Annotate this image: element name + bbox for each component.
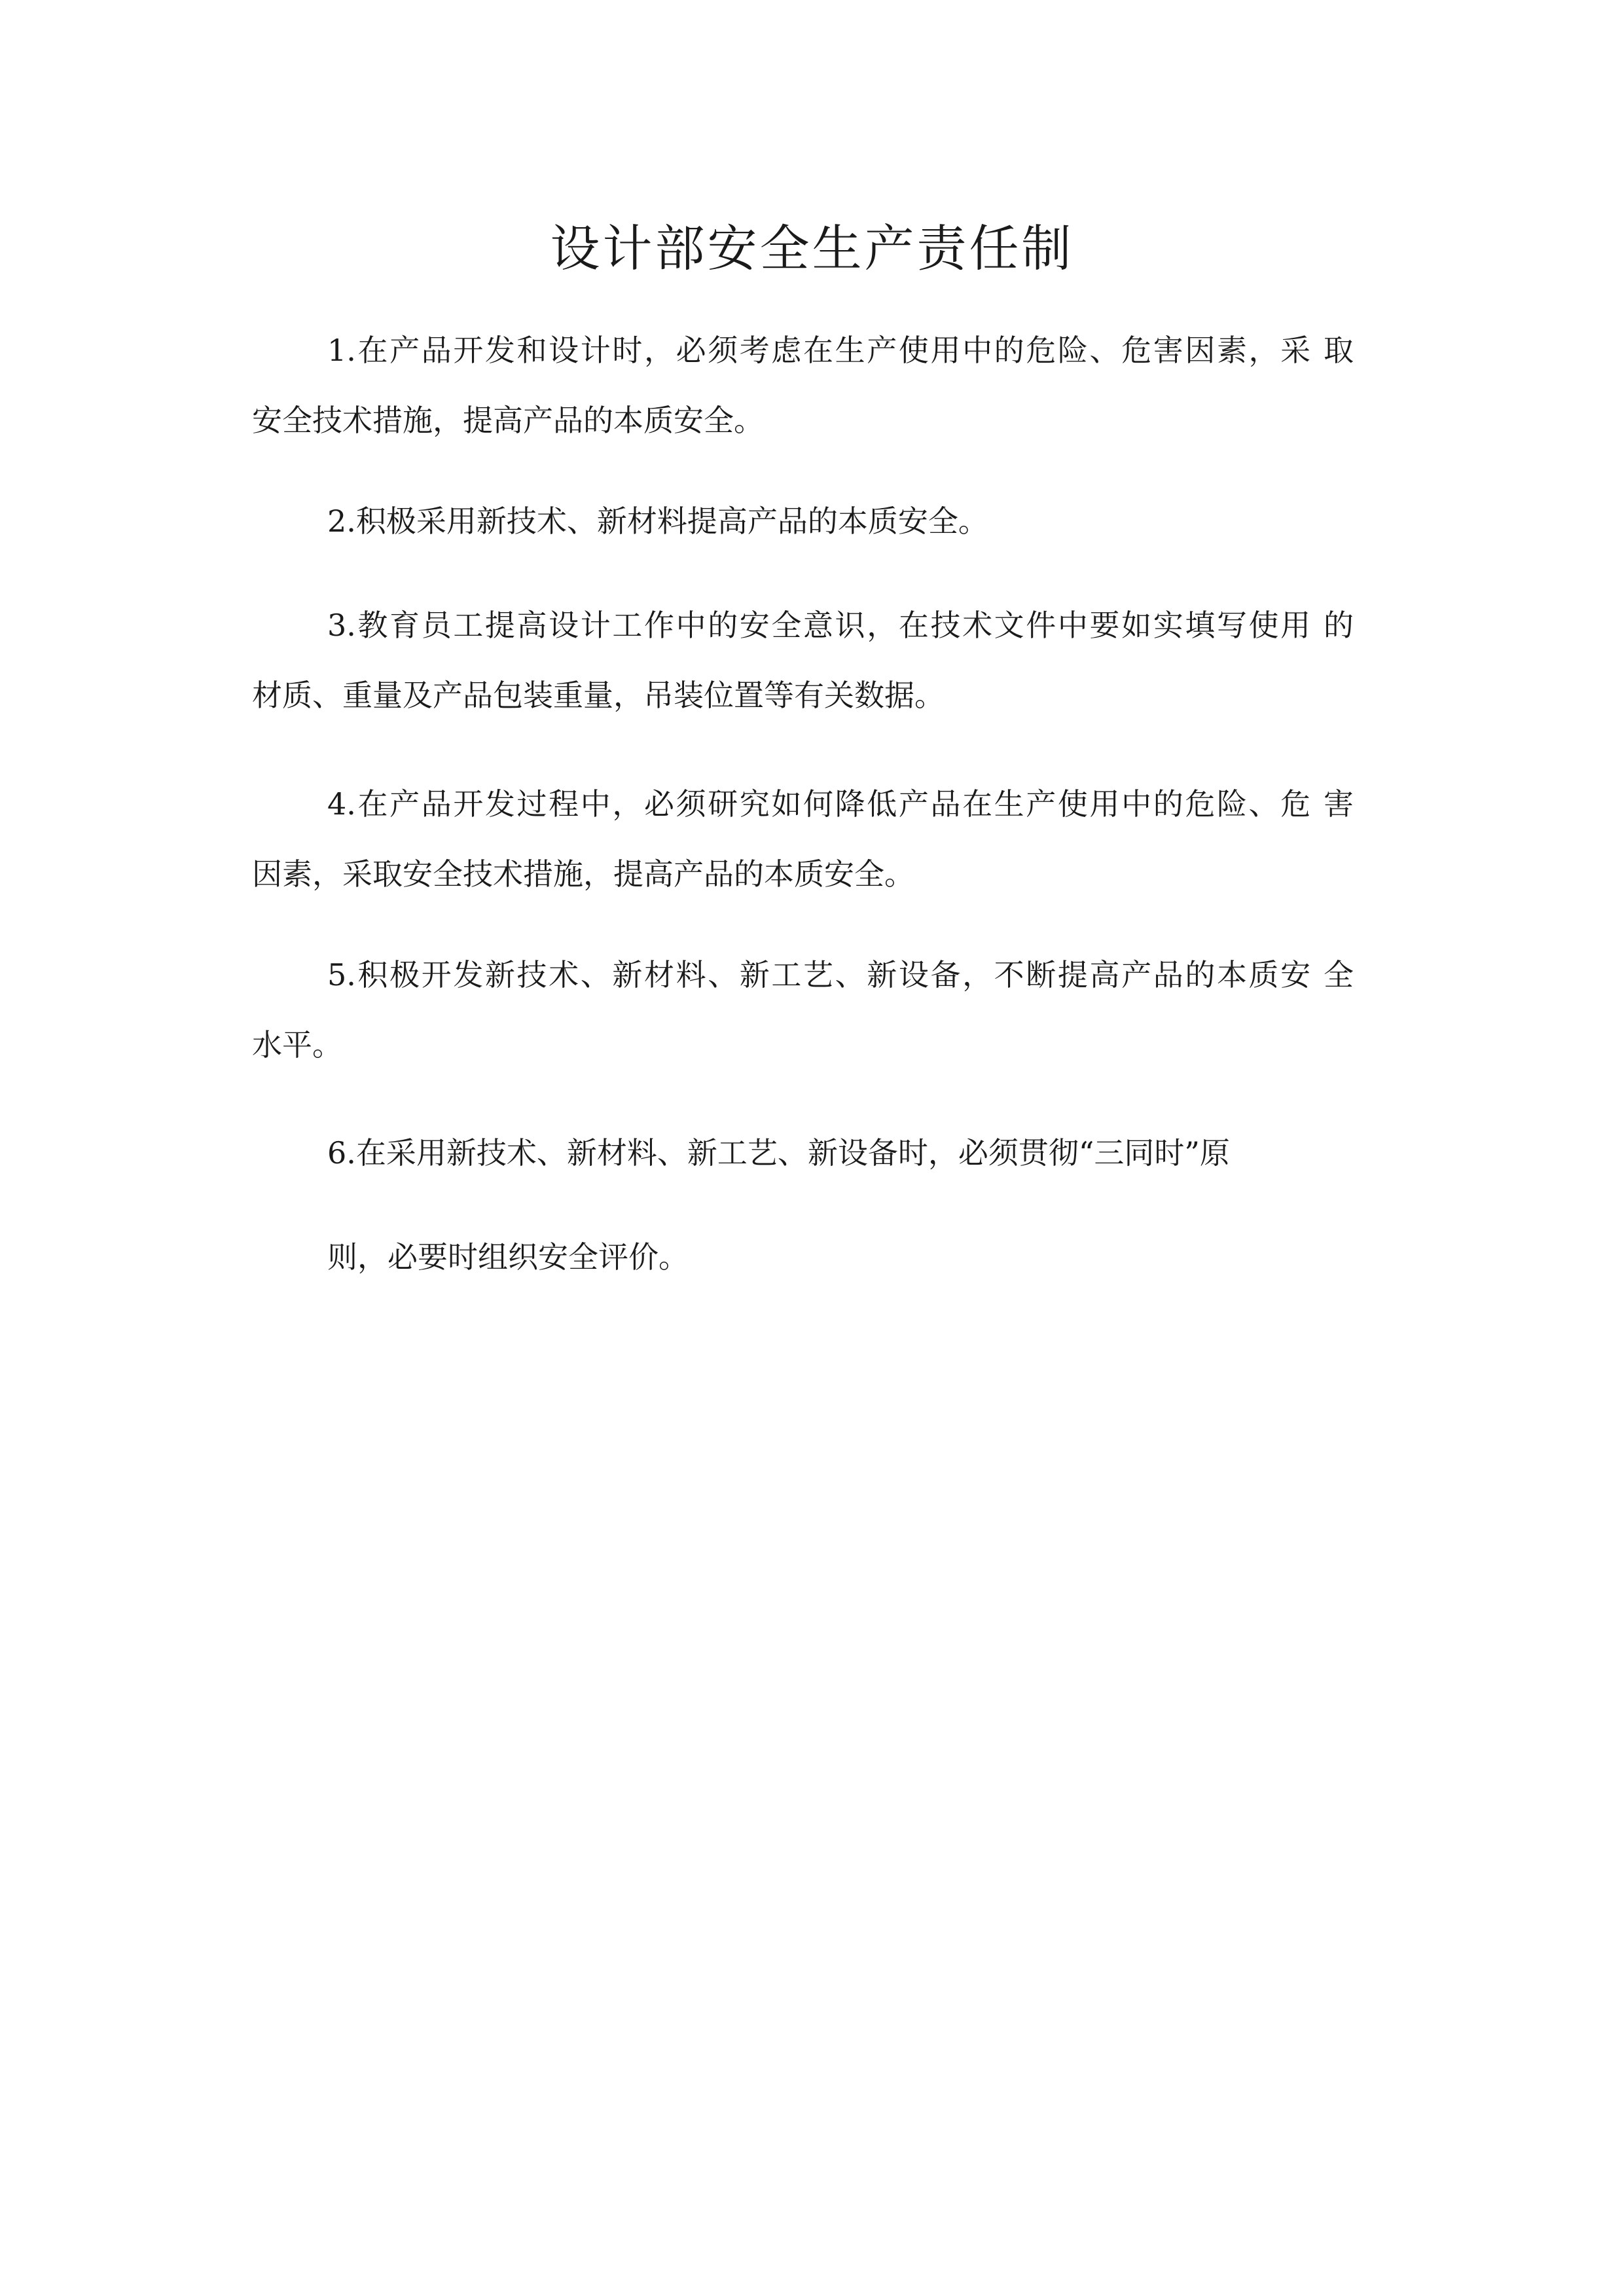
paragraph-6-line-1: 6.在采用新技术、新材料、新工艺、新设备时，必须贯彻“三同时”原 bbox=[327, 1135, 1230, 1171]
paragraph-5-line-2: 水平。 bbox=[252, 1027, 342, 1063]
document-title: 设计部安全生产责任制 bbox=[550, 219, 1074, 278]
paragraph-3-line-1: 3.教育员工提高设计工作中的安全意识，在技术文件中要如实填写使用 的 bbox=[327, 608, 1354, 643]
paragraph-4-line-1: 4.在产品开发过程中，必须研究如何降低产品在生产使用中的危险、危 害 bbox=[327, 786, 1354, 822]
paragraph-3-line-2: 材质、重量及产品包装重量，吊装位置等有关数据。 bbox=[252, 678, 945, 713]
paragraph-1-line-1: 1.在产品开发和设计时，必须考虑在生产使用中的危险、危害因素，采 取 bbox=[327, 333, 1354, 368]
paragraph-4-line-2: 因素，采取安全技术措施，提高产品的本质安全。 bbox=[252, 856, 914, 892]
paragraph-1-line-2: 安全技术措施，提高产品的本质安全。 bbox=[252, 403, 764, 438]
paragraph-6-line-2: 则，必要时组织安全评价。 bbox=[327, 1239, 689, 1275]
paragraph-2-line-1: 2.积极采用新技术、新材料提高产品的本质安全。 bbox=[327, 503, 988, 539]
paragraph-5-line-1: 5.积极开发新技术、新材料、新工艺、新设备，不断提高产品的本质安 全 bbox=[327, 957, 1354, 993]
